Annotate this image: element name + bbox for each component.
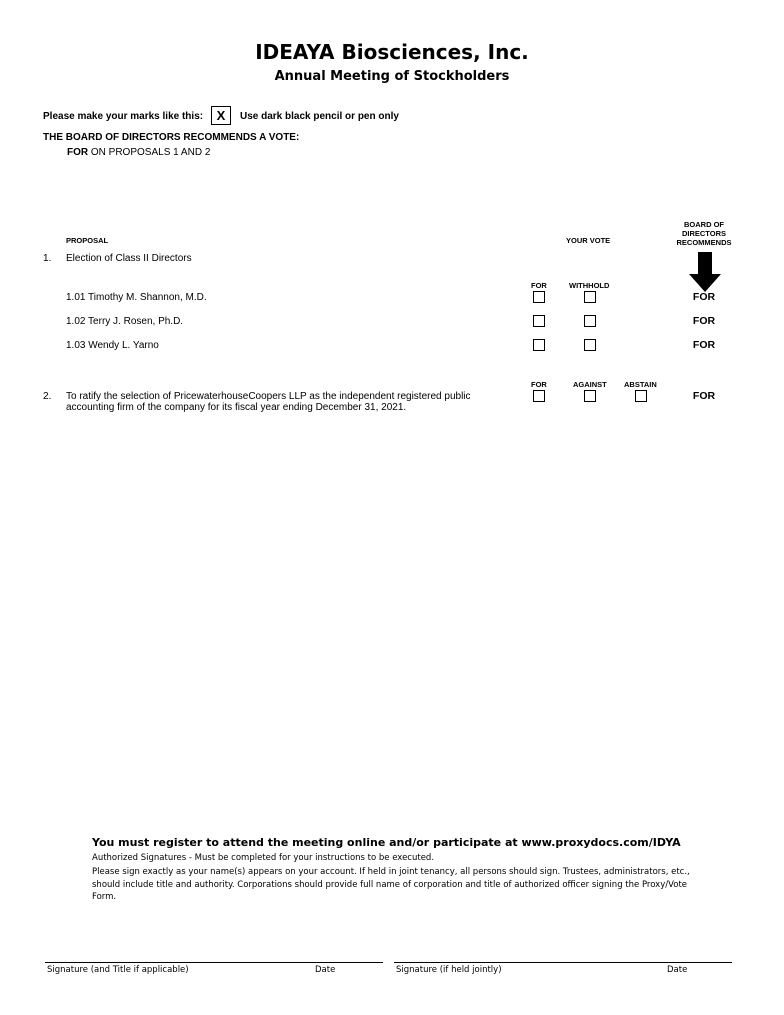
signature-1-label: Signature (and Title if applicable): [47, 965, 189, 975]
proposal-1-for-label: FOR: [531, 281, 547, 290]
proposal-2-against-checkbox[interactable]: [584, 390, 596, 402]
your-vote-column-header: YOUR VOTE: [566, 236, 611, 245]
nominee-2-withhold-checkbox[interactable]: [584, 315, 596, 327]
proposal-1-number: 1.: [43, 253, 52, 264]
nominee-3-for-checkbox[interactable]: [533, 339, 545, 351]
proposal-1-text: Election of Class II Directors: [66, 253, 192, 264]
proposal-2-recommendation: FOR: [692, 390, 716, 402]
nominee-name: 1.03 Wendy L. Yarno: [66, 340, 159, 351]
signature-2-label: Signature (if held jointly): [396, 965, 502, 975]
proposal-column-header: PROPOSAL: [66, 236, 109, 245]
nominee-1-for-checkbox[interactable]: [533, 291, 545, 303]
proposal-2-number: 2.: [43, 391, 52, 402]
proposal-2-for-checkbox[interactable]: [533, 390, 545, 402]
mark-example-box: X: [211, 106, 231, 125]
proposal-1-withhold-label: WITHHOLD: [569, 281, 610, 290]
proposal-2-for-label: FOR: [531, 380, 547, 389]
register-note: You must register to attend the meeting online and/or participate at www.proxydocs.com/IDYA: [92, 836, 681, 849]
nominee-1-withhold-checkbox[interactable]: [584, 291, 596, 303]
pen-note: Use dark black pencil or pen only: [240, 111, 399, 122]
board-recommends-column-header: BOARD OF DIRECTORS RECOMMENDS: [676, 220, 732, 247]
recommend-for-word: FOR: [67, 147, 89, 158]
sign-instructions: Please sign exactly as your name(s) appears on your account. If held in joint tenancy, all persons should sign. Trustees, administrators, etc., should include title and authority. Corporations should provide full name of corporation and title of authorized officer signing the Proxy/Vote Form.: [92, 867, 690, 902]
nominee-1-recommendation: FOR: [692, 291, 716, 303]
nominee-3-recommendation: FOR: [692, 339, 716, 351]
board-recommends-heading: THE BOARD OF DIRECTORS RECOMMENDS A VOTE:: [43, 132, 300, 143]
page-subtitle: Annual Meeting of Stockholders: [274, 69, 510, 84]
signature-line-1[interactable]: [45, 962, 383, 963]
recommend-line: [67, 147, 210, 158]
nominee-name: 1.02 Terry J. Rosen, Ph.D.: [66, 316, 184, 327]
nominee-2-recommendation: FOR: [692, 315, 716, 327]
recommend-proposals-text: ON PROPOSALS 1 AND 2: [90, 147, 211, 158]
nominee-name: 1.01 Timothy M. Shannon, M.D.: [66, 292, 207, 303]
page-title: IDEAYA Biosciences, Inc.: [255, 40, 529, 64]
proposal-2-text: To ratify the selection of PricewaterhouseCoopers LLP as the independent registered public accounting firm of the company for its fiscal year ending December 31, 2021.: [66, 391, 471, 413]
proposal-2-against-label: AGAINST: [573, 380, 607, 389]
authorized-signatures-note: Authorized Signatures - Must be completed for your instructions to be executed.: [92, 853, 435, 863]
nominee-2-for-checkbox[interactable]: [533, 315, 545, 327]
date-1-label: Date: [315, 965, 336, 975]
nominee-3-withhold-checkbox[interactable]: [584, 339, 596, 351]
proposal-2-abstain-label: ABSTAIN: [624, 380, 657, 389]
signature-line-2[interactable]: [394, 962, 732, 963]
proposal-2-abstain-checkbox[interactable]: [635, 390, 647, 402]
arrow-down-icon: [688, 252, 722, 292]
marks-instruction: Please make your marks like this:: [43, 111, 204, 122]
date-2-label: Date: [667, 965, 688, 975]
